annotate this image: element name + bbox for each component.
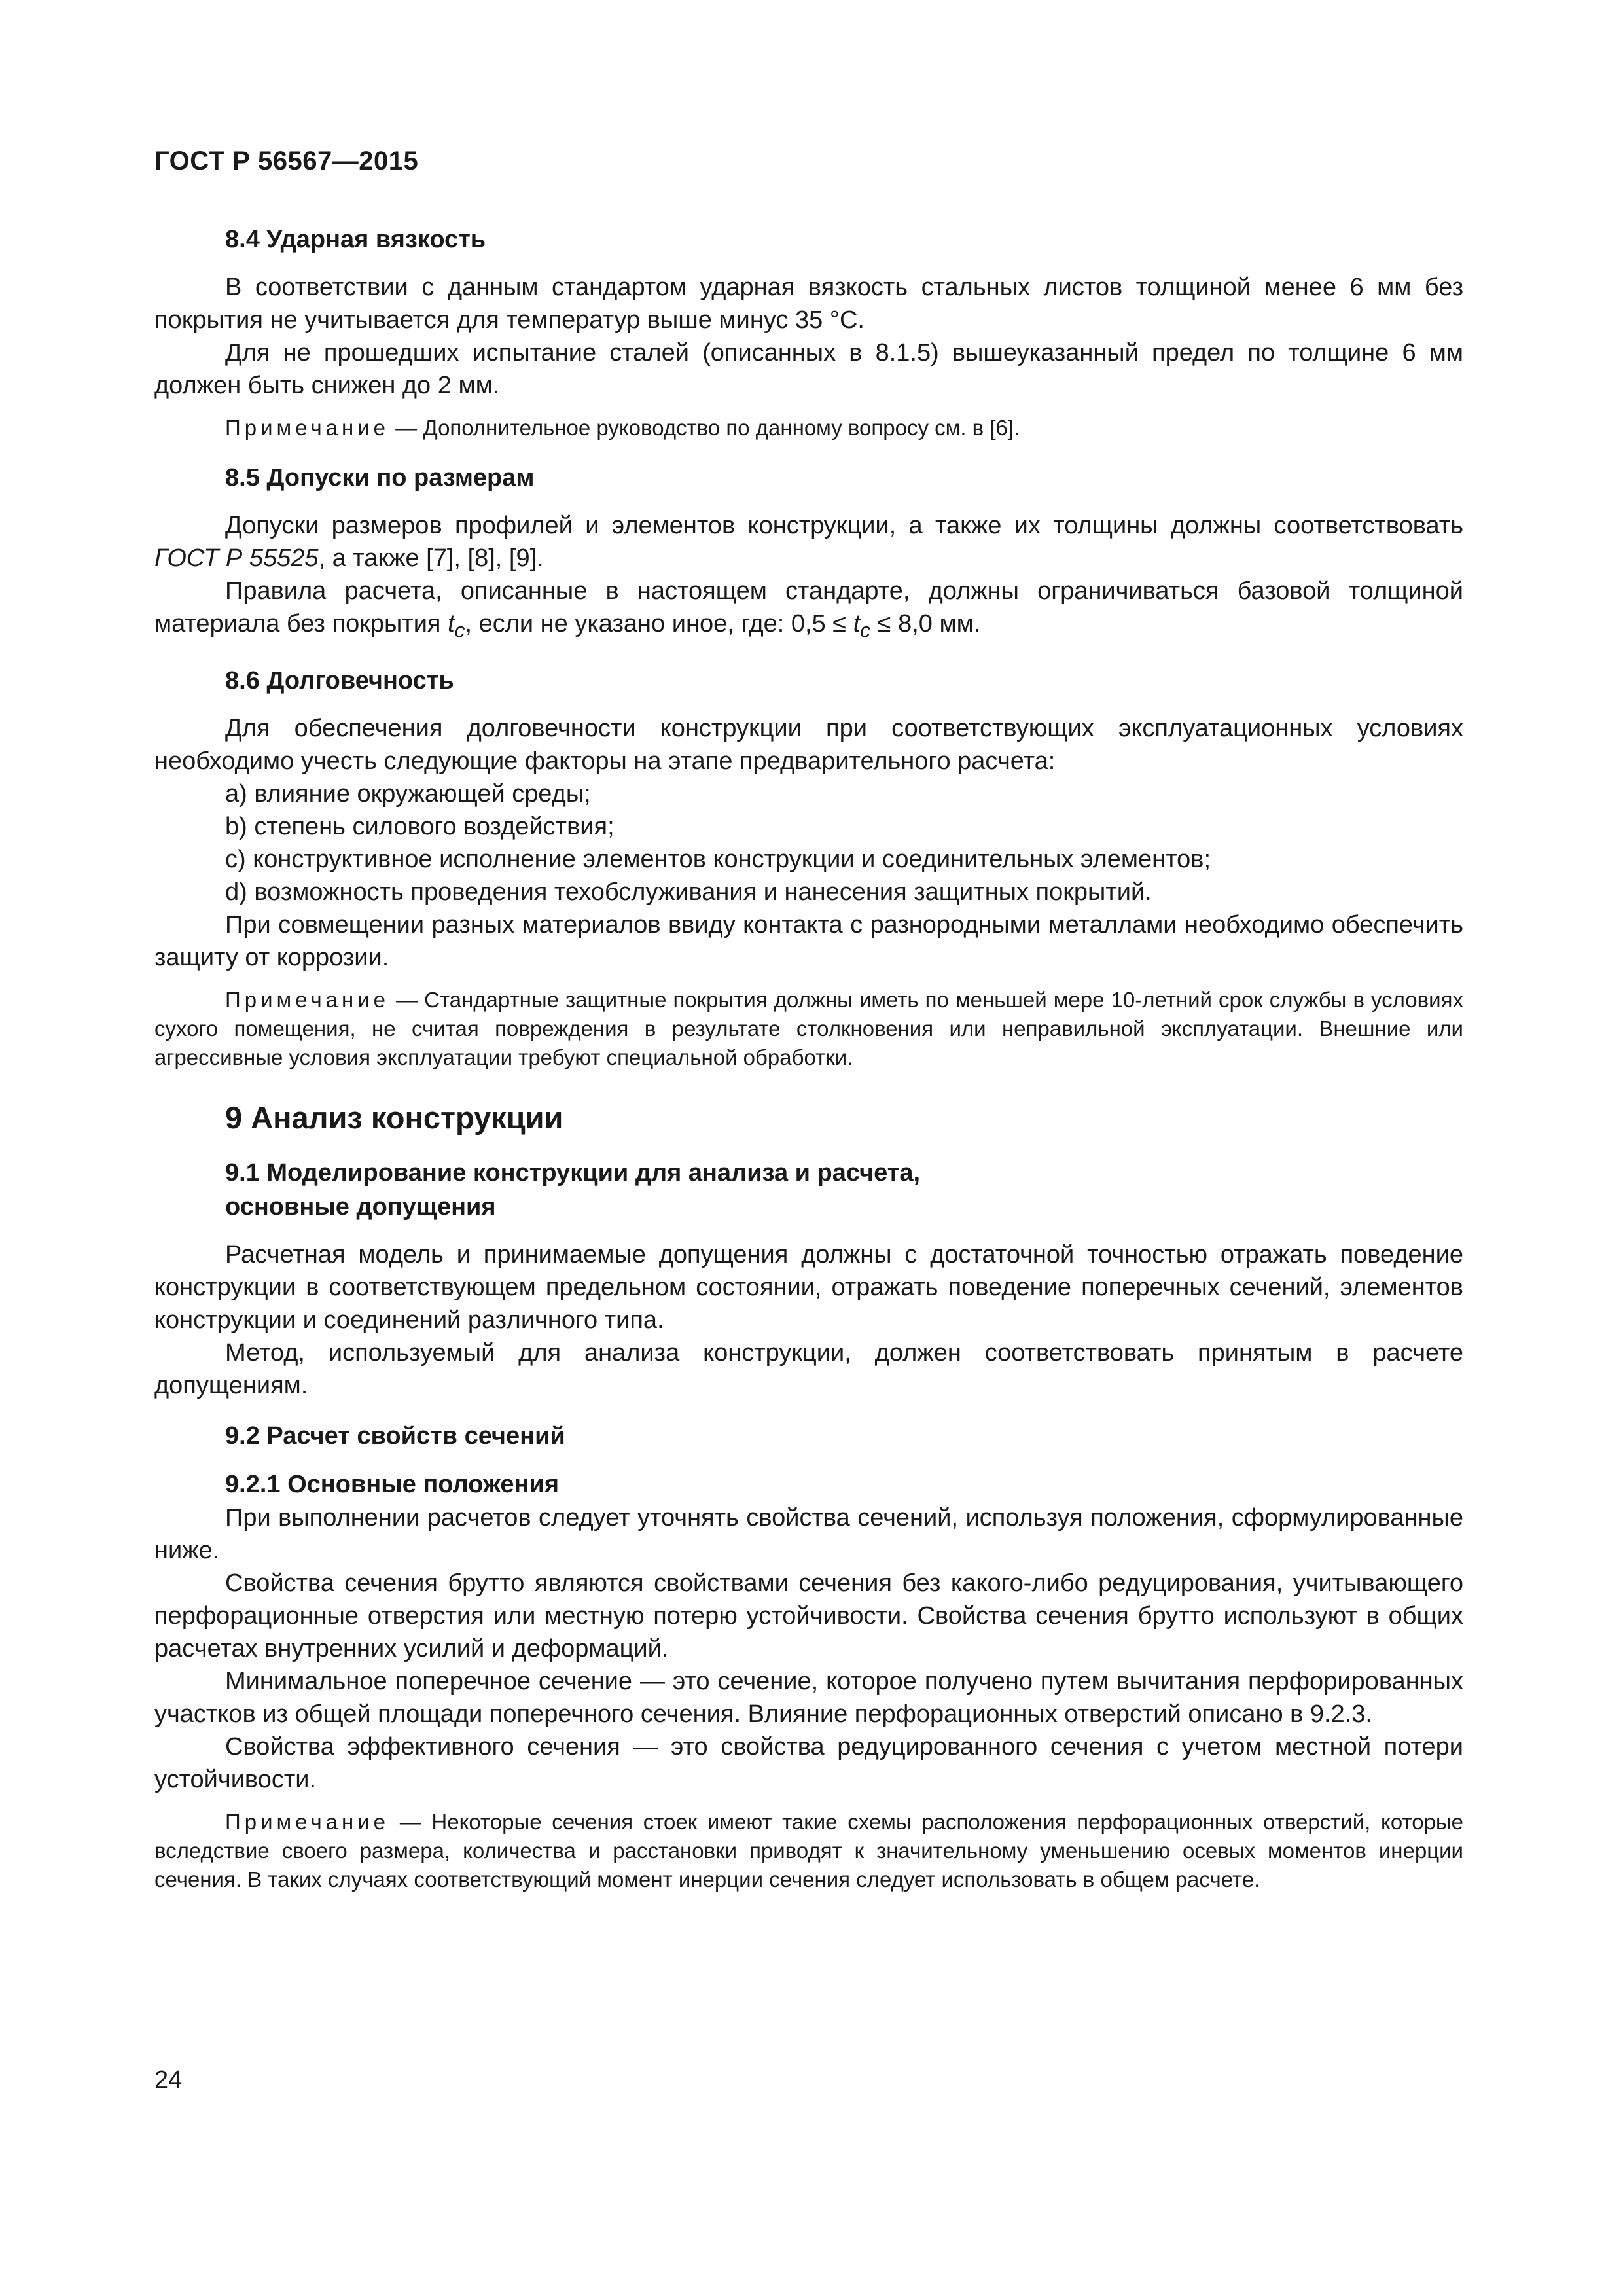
list-item: a) влияние окружающей среды; [225,780,591,808]
paragraph [154,575,1463,647]
section-9-1-title-cont: основные допущения [225,1193,496,1221]
section-8-6-title: 8.6 Долговечность [225,666,454,694]
text: Допуски размеров профилей и элементов конструкции, а также их толщины должны соответствовать [225,512,1463,539]
list-item: d) возможность проведения техобслуживания и нанесения защитных покрытий. [225,878,1152,906]
note-label: Примечание [225,416,390,440]
list-item: c) конструктивное исполнение элементов конструкции и соединительных элементов; [225,845,1211,873]
paragraph: В соответствии с данным стандартом ударная вязкость стальных листов толщиной менее 6 мм без покрытия не учитывается для температур выше минус 35 °С. [154,274,1463,334]
page-number: 24 [154,2066,183,2094]
note [154,414,1463,442]
list-item: b) степень силового воздействия; [225,812,615,840]
spacer [154,647,1463,664]
paragraph: Свойства сечения брутто являются свойствами сечения без какого-либо редуцирования, учитывающего перфорационные отверстия или местную потерю устойчивости. Свойства сечения брутто используют в общих расчетах внутренних усилий и деформаций. [154,1569,1463,1662]
text: , а также [7], [8], [9]. [318,545,544,572]
section-9-1-title: 9.1 Моделирование конструкции для анализа и расчета, [225,1158,921,1187]
note-text: — Дополнительное руководство по данному вопросу см. в [6]. [389,416,1020,440]
standard-reference: ГОСТ Р 55525 [154,545,319,572]
symbol-subscript: c [454,618,465,642]
section-9-2-1-title: 9.2.1 Основные положения [225,1470,560,1498]
symbol-t: t [448,610,455,637]
paragraph: При совмещении разных материалов ввиду контакта с разнородными металлами необходимо обеспечить защиту от коррозии. [154,910,1463,971]
section-8-4-title: 8.4 Ударная вязкость [225,226,486,253]
standard-header: ГОСТ Р 56567—2015 [154,147,419,175]
page-content [154,223,1463,1912]
section-9-title: 9 Анализ конструкции [225,1100,563,1135]
paragraph: Для не прошедших испытание сталей (описанных в 8.1.5) вышеуказанный предел по толщине 6 мм должен быть снижен до 2 мм. [154,339,1463,399]
note [154,1808,1463,1894]
symbol-t: t [853,610,861,637]
paragraph: Свойства эффективного сечения — это свойства редуцированного сечения с учетом местной потери устойчивости. [154,1732,1463,1793]
paragraph: Минимальное поперечное сечение — это сечение, которое получено путем вычитания перфорированных участков из общей площади поперечного сечения. Влияние перфорационных отверстий описано в 9.2.3. [154,1667,1463,1728]
note-label: Примечание [225,1809,390,1834]
symbol-subscript: c [860,618,871,642]
note [154,986,1463,1072]
text: ≤ 8,0 мм. [870,610,981,637]
text: , если не указано иное, где: 0,5 ≤ [465,610,853,637]
note-text: — Стандартные защитные покрытия должны иметь по меньшей мере 10-летний срок службы в условиях сухого помещения, не считая повреждения в результате столкновения или неправильной эксплуатации. Внешние или агрессивные условия эксплуатации требуют специальной обработки. [154,987,1463,1069]
note-label: Примечание [225,987,390,1012]
paragraph: Метод, используемый для анализа конструкции, должен соответствовать принятым в расчете допущениям. [154,1338,1463,1399]
section-8-5-title: 8.5 Допуски по размерам [225,464,535,492]
paragraph: Для обеспечения долговечности конструкции при соответствующих эксплуатационных условиях необходимо учесть следующие факторы на этапе предварительного расчета: [154,714,1463,775]
paragraph: При выполнении расчетов следует уточнять свойства сечений, используя положения, сформулированные ниже. [154,1503,1463,1564]
paragraph: Расчетная модель и принимаемые допущения должны с достаточной точностью отражать поведение конструкции в соответствующем предельном состоянии, отражать поведение поперечных сечений, элементов конструкции и соединений различного типа. [154,1240,1463,1334]
section-9-2-title: 9.2 Расчет свойств сечений [225,1422,565,1450]
spacer [154,1402,1463,1419]
note-text: — Некоторые сечения стоек имеют такие схемы расположения перфорационных отверстий, которые вследствие своего размера, количества и расстановки приводят к значительному уменьшению осевых моментов инерции сечения. В таких случаях соответствующий момент инерции сечения следует использовать в общем расчете. [154,1809,1463,1892]
text: Правила расчета, описанные в настоящем стандарте, должны ограничиваться базовой толщиной материала без покрытия [154,577,1463,637]
paragraph [154,509,1463,575]
